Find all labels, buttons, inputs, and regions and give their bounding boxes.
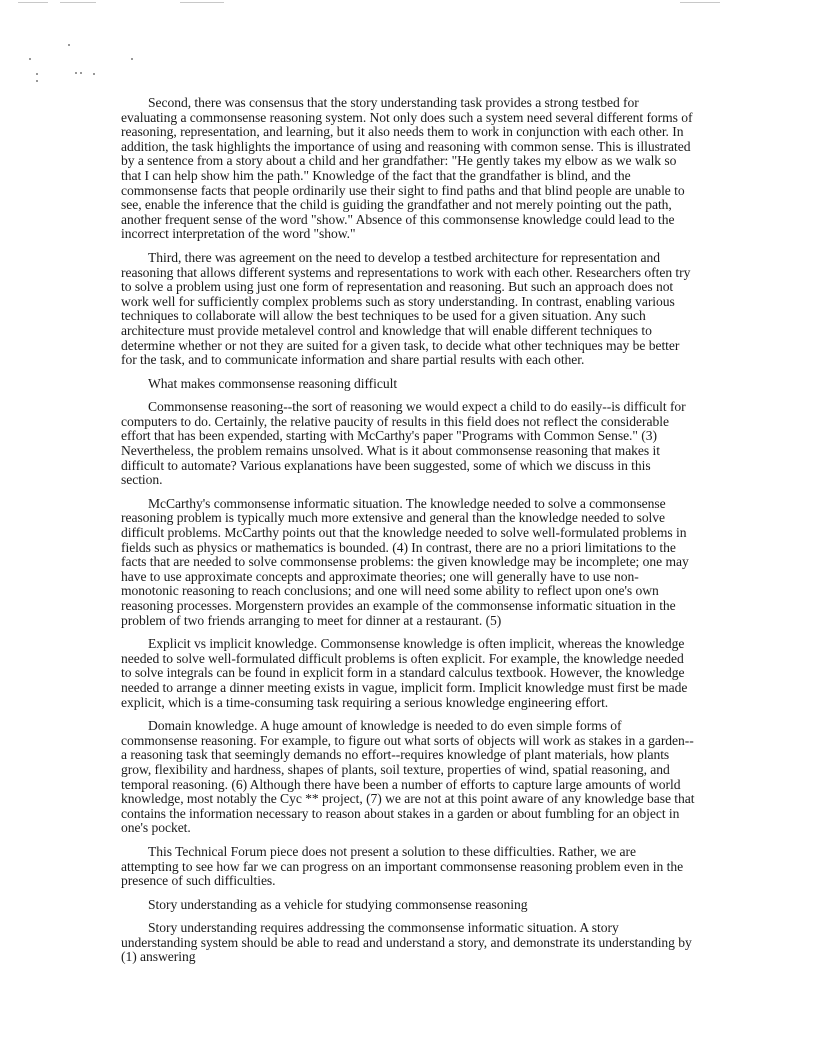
section-heading-difficulty: What makes commonsense reasoning difficult: [148, 375, 398, 391]
scan-speck: [29, 58, 31, 60]
paragraph-story-understanding: Story understanding requires addressing the commonsense informatic situation. A story understanding system should be able to read and understand a story, and demonstrate its understanding by (1) answering: [121, 920, 692, 965]
paragraph-informatic-situation: McCarthy's commonsense informatic situation. The knowledge needed to solve a commonsense reasoning problem is typically much more extensive and general than the knowledge needed to solve difficult problems. McCarthy points out that the knowledge needed to solve well-formulated problems in fields such as physics or mathematics is bounded. (4) In contrast, there are no a priori limitations to the facts that are needed to solve commonsense problems: the given knowledge may be incomplete; one may have to use approximate concepts and approximate theories; one will generally have to use non-monotonic reasoning to reach conclusions; and one will need some ability to reflect upon one's own reasoning processes. Morgenstern provides an example of the commonsense informatic situation in the problem of two friends arranging to meet for dinner at a restaurant. (5): [121, 495, 689, 628]
paragraph-testbed-architecture: Third, there was agreement on the need to develop a testbed architecture for representation and reasoning that allows different systems and representations to work with each other. Researchers often try to solve a problem using just one form of representation and reasoning. But such an approach does not work well for sufficiently complex problems such as story understanding. In contrast, enabling various techniques to collaborate will allow the best techniques to be used for a given situation. Any such architecture must provide metalevel control and knowledge that will enable different techniques to determine whether or not they are suited for a given task, to decide what other techniques may be better for the task, and to communicate information and share partial results with each other.: [121, 249, 691, 368]
section-heading-story-understanding: Story understanding as a vehicle for studying commonsense reasoning: [148, 896, 528, 912]
scan-edge-line: [680, 2, 720, 3]
scan-speck: [68, 44, 70, 46]
paragraph-explicit-implicit: Explicit vs implicit knowledge. Commonsense knowledge is often implicit, whereas the knowledge needed to solve well-formulated difficult problems is often explicit. For example, the knowledge needed to solve integrals can be found in explicit form in a standard calculus textbook. However, the knowledge needed to arrange a dinner meeting exists in vague, implicit form. Implicit knowledge must first be made explicit, which is a time-consuming task requiring a serious knowledge engineering effort.: [121, 636, 688, 710]
scan-speck: [93, 73, 95, 75]
scan-edge-line: [180, 2, 224, 3]
scan-edge-line: [60, 2, 96, 3]
scan-edge-line: [18, 2, 48, 3]
scan-speck: [75, 72, 77, 74]
scan-speck: [36, 80, 38, 82]
document-body: [121, 96, 695, 974]
paragraph-consensus-testbed: Second, there was consensus that the story understanding task provides a strong testbed for evaluating a commonsense reasoning system. Not only does such a system need several different forms of reasoning, representation, and learning, but it also needs them to work in conjunction with each other. In addition, the task highlights the importance of using and reasoning with common sense. This is illustrated by a sentence from a story about a child and her grandfather: "He gently takes my elbow as we walk so that I can help show him the path." Knowledge of the fact that the grandfather is blind, and the commonsense facts that people ordinarily use their sight to find paths and that blind people are unable to see, enable the inference that the child is guiding the grandfather and not merely pointing out the path, another frequent sense of the word "show." Absence of this commonsense knowledge could lead to the incorrect interpretation of the word "show.": [121, 95, 693, 242]
scan-speck: [80, 72, 82, 74]
paragraph-technical-forum: This Technical Forum piece does not present a solution to these difficulties. Rather, we are attempting to see how far we can progress on an important commonsense reasoning problem even in the presence of such difficulties.: [121, 843, 684, 889]
paragraph-commonsense-difficult: Commonsense reasoning--the sort of reasoning we would expect a child to do easily--is difficult for computers to do. Certainly, the relative paucity of results in this field does not reflect the considerable effort that has been expended, starting with McCarthy's paper "Programs with Common Sense." (3) Nevertheless, the problem remains unsolved. What is it about commonsense reasoning that makes it difficult to automate? Various explanations have been suggested, some of which we discuss in this section.: [121, 399, 686, 488]
paragraph-domain-knowledge: Domain knowledge. A huge amount of knowledge is needed to do even simple forms of commonsense reasoning. For example, to figure out what sorts of objects will work as stakes in a garden--a reasoning task that seemingly demands no effort--requires knowledge of plant materials, how plants grow, flexibility and hardness, shapes of plants, soil texture, properties of wind, spatial reasoning, and temporal reasoning. (6) Although there have been a number of efforts to capture large amounts of world knowledge, most notably the Cyc ** project, (7) we are not at this point aware of any knowledge base that contains the information necessary to reason about stakes in a garden or about fumbling for an object in one's pocket.: [121, 718, 695, 836]
scan-speck: [131, 58, 133, 60]
scan-speck: [36, 73, 38, 75]
